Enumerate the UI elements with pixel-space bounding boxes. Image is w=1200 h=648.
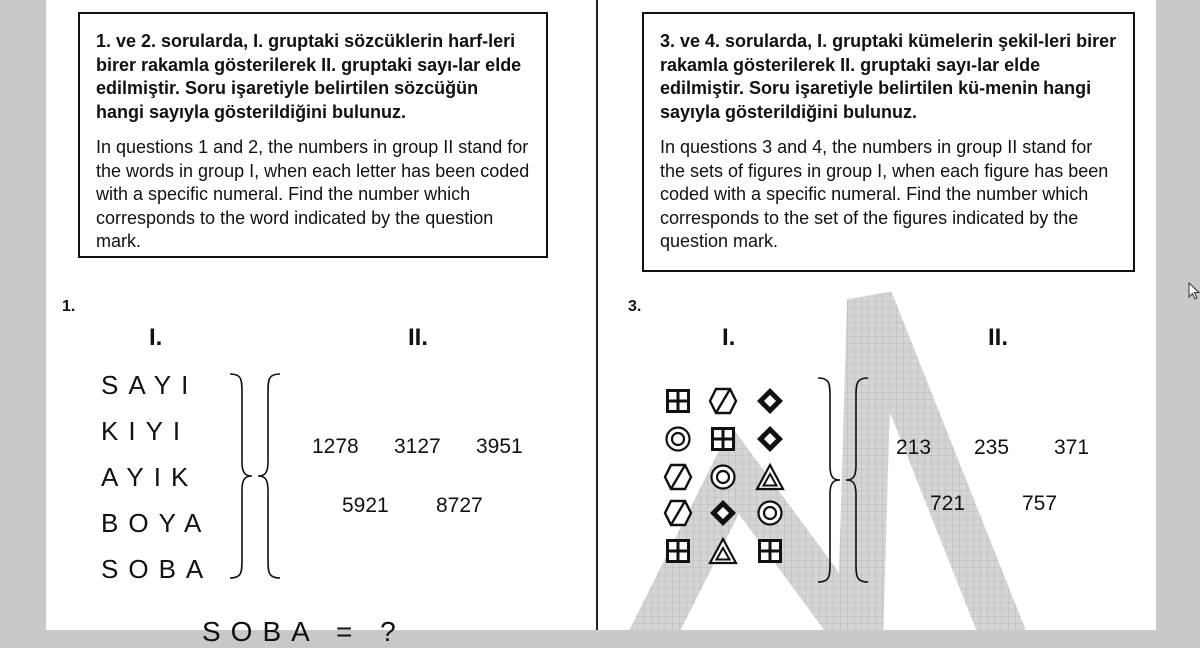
question-prompt: SOBA = ?	[202, 616, 406, 647]
mouse-cursor-icon	[1188, 282, 1200, 302]
grid-square-icon	[755, 536, 785, 566]
group-one-header: I.	[722, 324, 736, 351]
code-number: 3951	[476, 435, 523, 458]
code-number: 5921	[342, 494, 389, 517]
code-number: 213	[896, 436, 932, 459]
code-number: 757	[1022, 492, 1058, 515]
diamond-in-diamond-icon	[755, 424, 785, 454]
instruction-box-right	[642, 12, 1135, 272]
triangle-in-triangle-icon	[708, 536, 738, 566]
instruction-box-left	[78, 12, 548, 258]
target-circle-icon	[755, 498, 785, 528]
word-item: BOYA	[101, 508, 212, 538]
code-number: 8727	[436, 494, 483, 517]
diamond-in-diamond-icon	[708, 498, 738, 528]
instruction-turkish: 3. ve 4. sorularda, I. gruptaki kümelerin şekil-leri birer rakamla gösterilerek II. gruptaki sayı-lar elde edilmiştir. Soru işaretiyle belirtilen kü-menin hangi sayıyla gösterildiğini bulunuz.	[660, 31, 1117, 122]
grid-square-icon	[663, 386, 693, 416]
word-item: SOBA	[101, 554, 214, 584]
grid-square-icon	[708, 424, 738, 454]
hexagon-slash-icon	[663, 498, 693, 528]
question-number: 3.	[628, 298, 642, 315]
question-number: 1.	[62, 298, 76, 315]
triangle-in-triangle-icon	[755, 462, 785, 492]
code-number: 235	[974, 436, 1010, 459]
code-number: 371	[1054, 436, 1090, 459]
brace-pair-left	[222, 370, 288, 582]
brace-pair-right	[810, 374, 876, 586]
word-item: AYIK	[101, 462, 199, 492]
instruction-turkish: 1. ve 2. sorularda, I. gruptaki sözcüklerin harf-leri birer rakamla gösterilerek II. gruptaki sayı-lar elde edilmiştir. Soru işaretiyle belirtilen sözcüğün hangi sayıyla gösterildiğini bulunuz.	[96, 31, 522, 122]
code-number: 1278	[312, 435, 359, 458]
group-two-header: II.	[988, 324, 1009, 351]
code-number: 721	[930, 492, 966, 515]
instruction-english: In questions 3 and 4, the numbers in group II stand for the sets of figures in group I, when each figure has been coded with a specific numeral. Find the number which corresponds to the set of the figures indicated by the question mark.	[660, 137, 1109, 251]
word-item: SAYI	[101, 370, 199, 400]
target-circle-icon	[708, 462, 738, 492]
word-item: KIYI	[101, 416, 191, 446]
target-circle-icon	[663, 424, 693, 454]
hexagon-slash-icon	[663, 462, 693, 492]
grid-square-icon	[663, 536, 693, 566]
group-two-header: II.	[408, 324, 429, 351]
diamond-in-diamond-icon	[755, 386, 785, 416]
instruction-english: In questions 1 and 2, the numbers in group II stand for the words in group I, when each letter has been coded with a specific numeral. Find the number which corresponds to the word indicated by the question mark.	[96, 137, 530, 251]
code-number: 3127	[394, 435, 441, 458]
column-divider	[596, 0, 598, 630]
group-one-header: I.	[149, 324, 163, 351]
hexagon-slash-icon	[708, 386, 738, 416]
